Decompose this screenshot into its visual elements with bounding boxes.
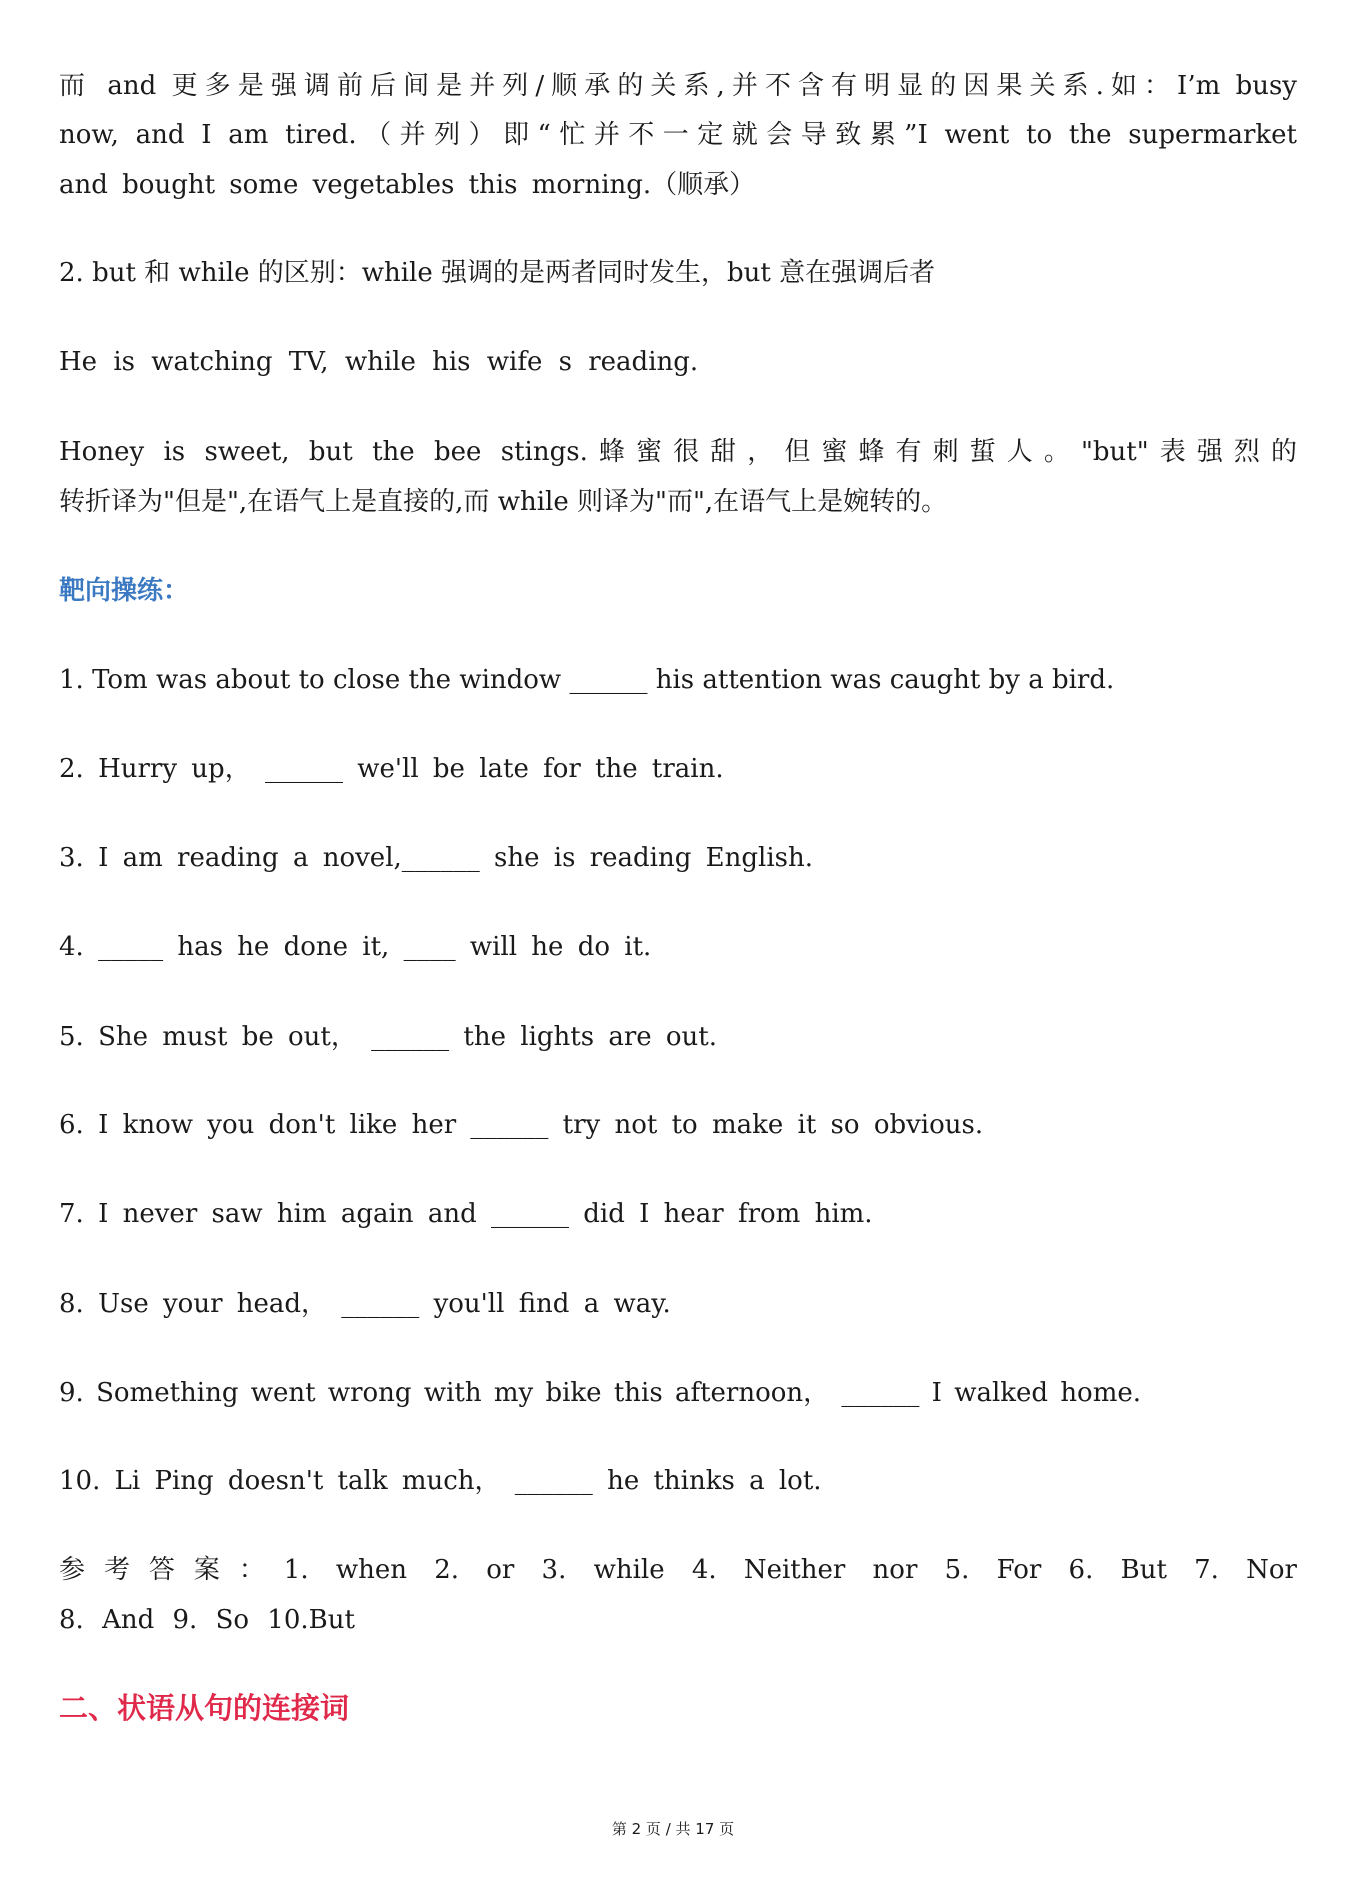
point2-heading: 2. but 和 while 的区别：while 强调的是两者同时发生，but 意在强调后者: [59, 258, 936, 288]
exercise-item: 10. Li Ping doesn't talk much， ______ he thinks a lot.: [59, 1466, 822, 1496]
exercise-item: 1. Tom was about to close the window ______ his attention was caught by a bird.: [59, 665, 1115, 695]
example-line: 转折译为"但是",在语气上是直接的,而 while 则译为"而",在语气上是婉转的。: [59, 487, 948, 517]
exercise-item: 7. I never saw him again and ______ did I hear from him.: [59, 1199, 873, 1229]
answers-line: 参考答案：1. when 2. or 3. while 4. Neither nor 5. For 6. But 7. Nor: [59, 1555, 1297, 1585]
exercise-item: 9. Something went wrong with my bike this afternoon， ______ I walked home.: [59, 1378, 1142, 1408]
exercise-item: 3. I am reading a novel,______ she is reading English.: [59, 843, 813, 873]
intro-line: now, and I am tired.（并列）即“忙并不一定就会导致累”I went to the supermarket: [59, 120, 1297, 150]
intro-line: 而 and 更多是强调前后间是并列/顺承的关系,并不含有明显的因果关系.如：I’m busy: [59, 71, 1297, 101]
page-number: 第 2 页 / 共 17 页: [611, 1820, 735, 1838]
exercise-item: 6. I know you don't like her ______ try not to make it so obvious.: [59, 1110, 984, 1140]
section-title: 二、状语从句的连接词: [59, 1691, 350, 1725]
example-line: He is watching TV, while his wife s reading.: [59, 347, 699, 377]
exercise-title: 靶向操练：: [59, 576, 190, 606]
exercise-item: 5. She must be out， ______ the lights are out.: [59, 1022, 718, 1052]
exercise-item: 8. Use your head， ______ you'll find a way.: [59, 1289, 671, 1319]
answers-line: 8. And 9. So 10.But: [59, 1605, 355, 1635]
intro-line: and bought some vegetables this morning.（顺承）: [59, 170, 756, 200]
exercise-item: 2. Hurry up， ______ we'll be late for the train.: [59, 754, 724, 784]
exercise-item: 4. _____ has he done it, ____ will he do it.: [59, 932, 652, 962]
example-line: Honey is sweet, but the bee stings.蜂蜜很甜，但蜜蜂有刺蜇人。"but"表强烈的: [59, 437, 1297, 467]
